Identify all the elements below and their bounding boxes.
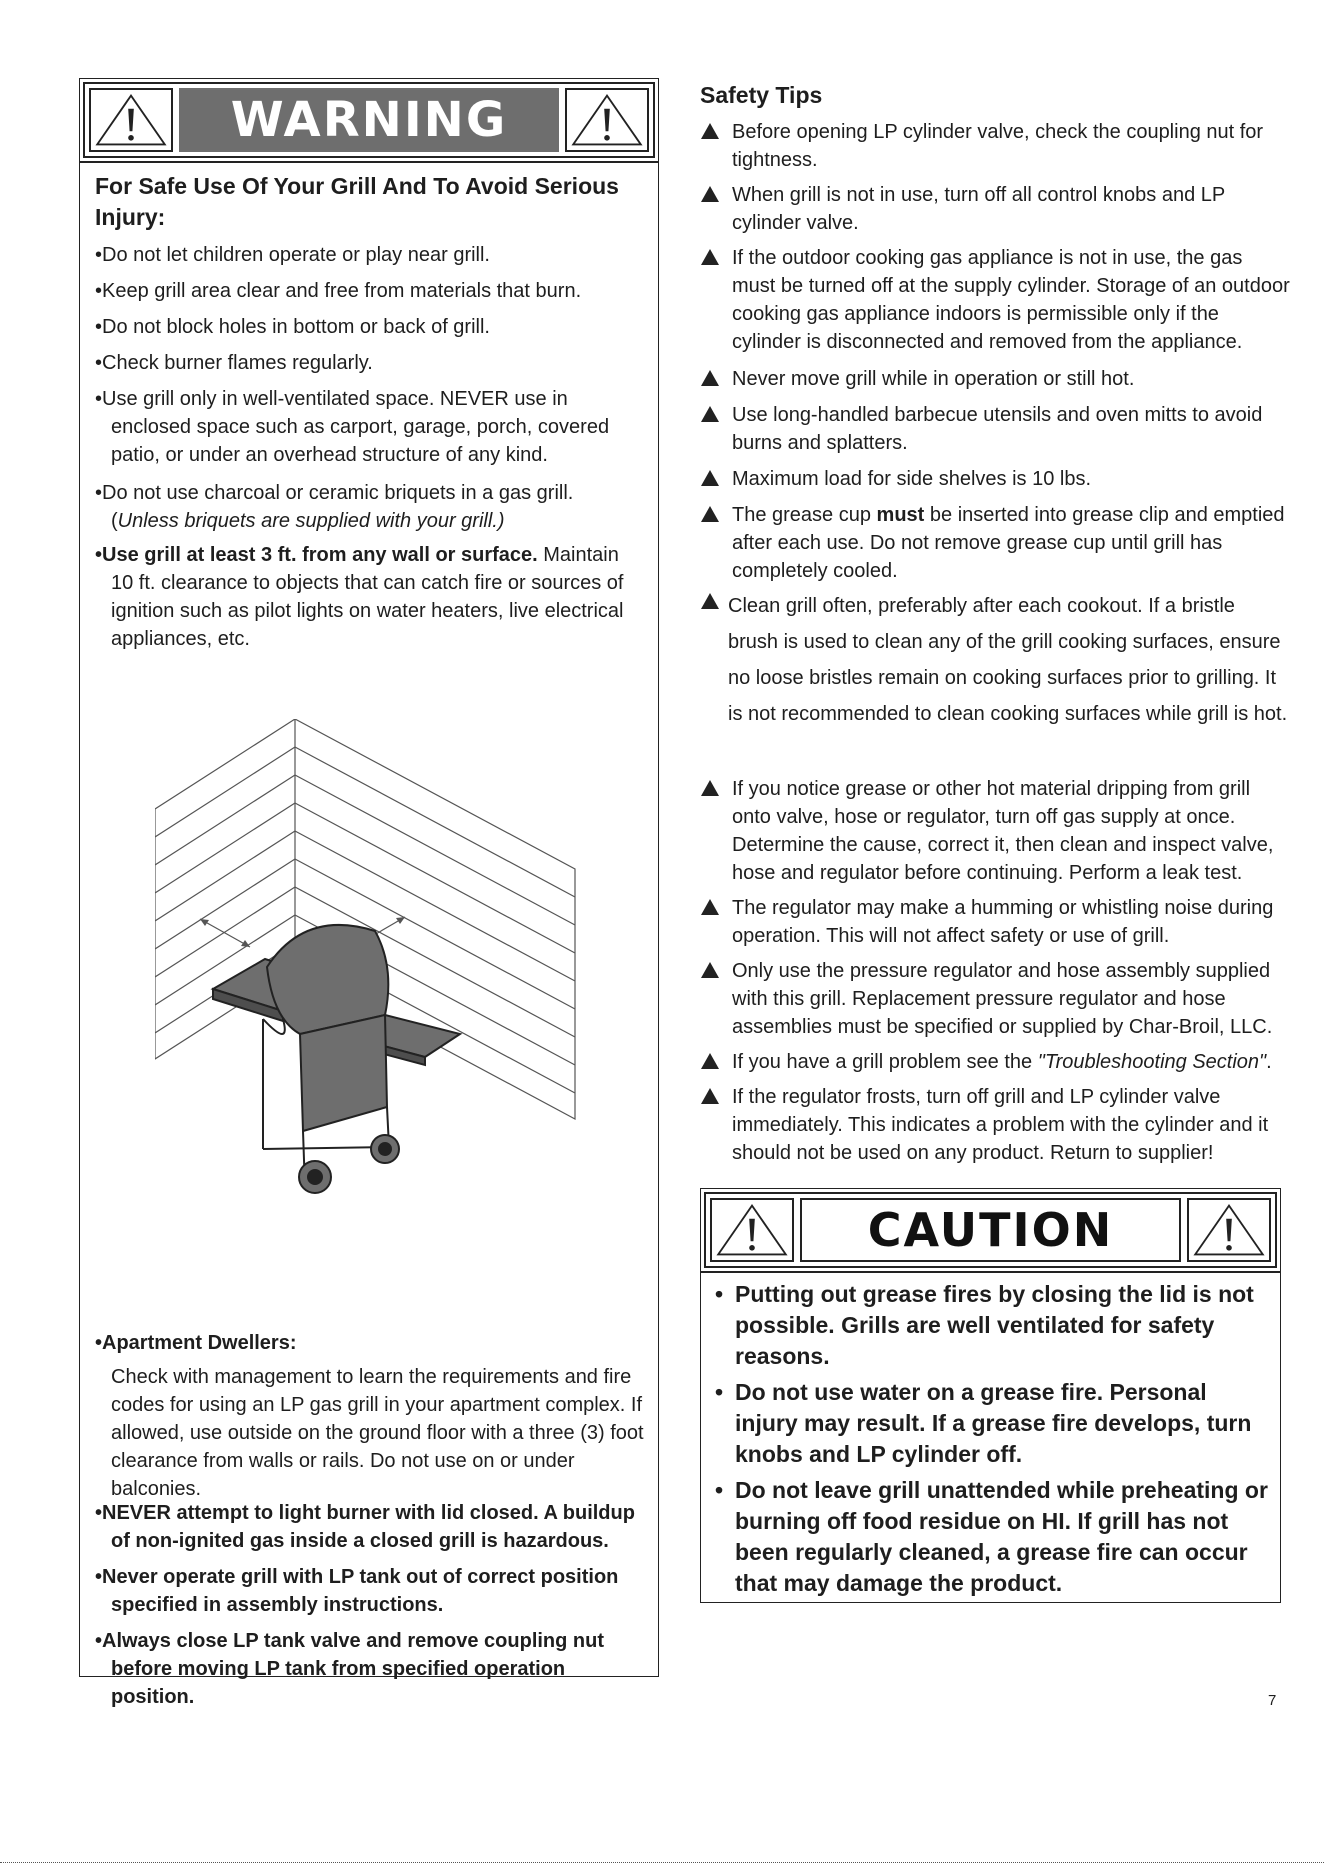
triangle-bullet-icon (700, 122, 720, 140)
caution-item-text: Do not use water on a grease fire. Personal injury may result. If a grease fire develops, turn knobs and LP cylinder off. (735, 1379, 1252, 1467)
triangle-bullet-icon (700, 1087, 720, 1105)
warning-box (79, 78, 659, 1708)
caution-title: CAUTION (800, 1198, 1181, 1262)
safety-tip (700, 1083, 1290, 1167)
caution-item-text: Do not leave grill unattended while preheating or burning off food residue on HI. If grill has not been regularly cleaned, a grease fire can occur that may damage the product. (735, 1477, 1268, 1596)
page-edge-rule (0, 1862, 1324, 1863)
warning-item-ventilation (95, 385, 653, 469)
text-continuation (95, 507, 653, 535)
safety-tip (700, 401, 1290, 457)
warning-bold-item (95, 1627, 653, 1711)
triangle-bullet-icon (700, 369, 720, 387)
safety-tip (700, 775, 1290, 887)
grill-clearance-illustration (155, 719, 585, 1199)
text-line: •Do not use charcoal or ceramic briquets in a gas grill. (95, 482, 574, 504)
safety-tip (700, 118, 1290, 174)
safety-tips-title: Safety Tips (700, 82, 823, 108)
safety-tip-text (700, 501, 1290, 585)
safety-tip-trouble (700, 1048, 1290, 1076)
warning-triangle-icon (1187, 1198, 1271, 1262)
triangle-bullet-icon (700, 1052, 720, 1070)
safety-tip-text: Never move grill while in operation or still hot. (732, 368, 1135, 390)
warning-triangle-icon (565, 88, 649, 152)
safety-tip-text: The regulator may make a humming or whistling noise during operation. This will not affect safety or use of grill. (732, 897, 1274, 947)
text-continuation: 10 ft. clearance to objects that can catch fire or sources of ignition such as pilot lights on water heaters, live electrical appliances, etc. (111, 572, 624, 650)
apartment-text: Check with management to learn the requirements and fire codes for using an LP gas grill in your apartment complex. If allowed, use outside on the ground floor with a three (3) foot clearance from walls or rails. Do not use on or under balconies. (111, 1366, 644, 1500)
safety-tip-text (700, 1048, 1290, 1076)
text-continuation: before moving LP tank from specified operation position. (111, 1658, 566, 1708)
safety-tip-text: Clean grill often, preferably after each cookout. If a bristle brush is used to clean any of the grill cooking surfaces, ensure no loose bristles remain on cooking surfaces prior to grilling. It is not recommended to clean cooking surfaces while grill is hot. (728, 595, 1288, 725)
text-part: . (1266, 1051, 1272, 1073)
triangle-bullet-icon (700, 405, 720, 423)
warning-item: •Do not block holes in bottom or back of grill. (95, 316, 490, 338)
text-part: The grease cup (732, 504, 877, 526)
warning-header (83, 82, 655, 158)
safety-tip (700, 244, 1290, 356)
triangle-bullet-icon (700, 469, 720, 487)
triangle-bullet-icon (700, 779, 720, 797)
warning-triangle-icon (710, 1198, 794, 1262)
bullet: • (715, 1379, 724, 1405)
caution-header (704, 1192, 1277, 1268)
warning-item: •Keep grill area clear and free from materials that burn. (95, 280, 582, 302)
safety-tip (700, 894, 1290, 950)
bold-text: must (876, 504, 925, 526)
paren: ( (111, 510, 118, 532)
warning-item: •Check burner flames regularly. (95, 352, 373, 374)
safety-tip-text: Only use the pressure regulator and hose assembly supplied with this grill. Replacement pressure regulator and hose assemblies must be specified or supplied by Char-Broil, LLC. (732, 960, 1273, 1038)
text-part: If you have a grill problem see the (732, 1051, 1038, 1073)
safety-tip-text: Use long-handled barbecue utensils and oven mitts to avoid burns and splatters. (732, 404, 1263, 454)
safety-tip (700, 957, 1290, 1041)
bullet: • (715, 1281, 724, 1307)
safety-tip-text: When grill is not in use, turn off all control knobs and LP cylinder valve. (732, 184, 1225, 234)
safety-tip-text: Maximum load for side shelves is 10 lbs. (732, 468, 1092, 490)
text-line: Maintain (537, 544, 619, 566)
safety-tip-text: If the regulator frosts, turn off grill and LP cylinder valve immediately. This indicates a problem with the cylinder and it should not be used on any product. Return to supplier! (732, 1086, 1269, 1164)
safety-tip (700, 465, 1290, 493)
triangle-bullet-icon (700, 248, 720, 266)
text-line: •Use grill only in well-ventilated space. NEVER use in (95, 388, 568, 410)
triangle-bullet-icon (700, 185, 720, 203)
apartment-label: •Apartment Dwellers: (95, 1332, 297, 1354)
safety-tip-text: Before opening LP cylinder valve, check the coupling nut for tightness. (732, 121, 1264, 171)
warning-bold-item (95, 1563, 653, 1619)
caution-box (700, 1188, 1281, 1603)
text-continuation: enclosed space such as carport, garage, porch, covered patio, or under an overhead structure of any kind. (111, 416, 610, 466)
safety-tip-grease (700, 501, 1290, 585)
triangle-bullet-icon (700, 592, 720, 610)
page-number: 7 (1268, 1692, 1277, 1709)
safety-tip-clean (700, 588, 1290, 732)
text-line: •Never operate grill with LP tank out of correct position (95, 1566, 619, 1588)
italic-note: Unless briquets are supplied with your grill.) (117, 510, 505, 532)
triangle-bullet-icon (700, 898, 720, 916)
text-continuation: of non-ignited gas inside a closed grill is hazardous. (111, 1530, 609, 1552)
italic-reference: "Troubleshooting Section" (1037, 1051, 1267, 1073)
caution-item (715, 1475, 1275, 1599)
divider (701, 1271, 1280, 1273)
caution-item (715, 1377, 1275, 1470)
warning-heading: For Safe Use Of Your Grill And To Avoid Serious Injury: (95, 173, 619, 230)
safety-tip (700, 181, 1290, 237)
safety-tip (700, 365, 1290, 393)
bold-text: •Use grill at least 3 ft. from any wall or surface. (95, 544, 538, 566)
text-continuation: specified in assembly instructions. (111, 1594, 444, 1616)
bullet: • (715, 1477, 724, 1503)
safety-tip-text: If you notice grease or other hot material dripping from grill onto valve, hose or regulator, turn off gas supply at once. Determine the cause, correct it, then clean and inspect valve, hose and regulator before continuing. Perform a leak test. (732, 778, 1274, 884)
warning-item-distance (95, 541, 653, 653)
warning-triangle-icon (89, 88, 173, 152)
triangle-bullet-icon (700, 961, 720, 979)
caution-item-text: Putting out grease fires by closing the lid is not possible. Grills are well ventilated for safety reasons. (735, 1281, 1254, 1369)
text-part: be inserted into grease clip and emptied after each use. Do not remove grease cup until grill has completely cooled. (732, 504, 1285, 582)
warning-bold-item (95, 1499, 653, 1555)
caution-item (715, 1279, 1275, 1372)
text-line: •NEVER attempt to light burner with lid closed. A buildup (95, 1502, 635, 1524)
safety-tip-text: If the outdoor cooking gas appliance is not in use, the gas must be turned off at the supply cylinder. Storage of an outdoor cooking gas appliance indoors is permissible only if the cylinder is disconnected and removed from the appliance. (732, 247, 1290, 353)
triangle-bullet-icon (700, 505, 720, 523)
warning-item-charcoal (95, 479, 653, 535)
text-line: •Always close LP tank valve and remove coupling nut (95, 1630, 605, 1652)
warning-title: WARNING (179, 88, 559, 152)
divider (80, 161, 658, 163)
warning-item: •Do not let children operate or play near grill. (95, 244, 490, 266)
